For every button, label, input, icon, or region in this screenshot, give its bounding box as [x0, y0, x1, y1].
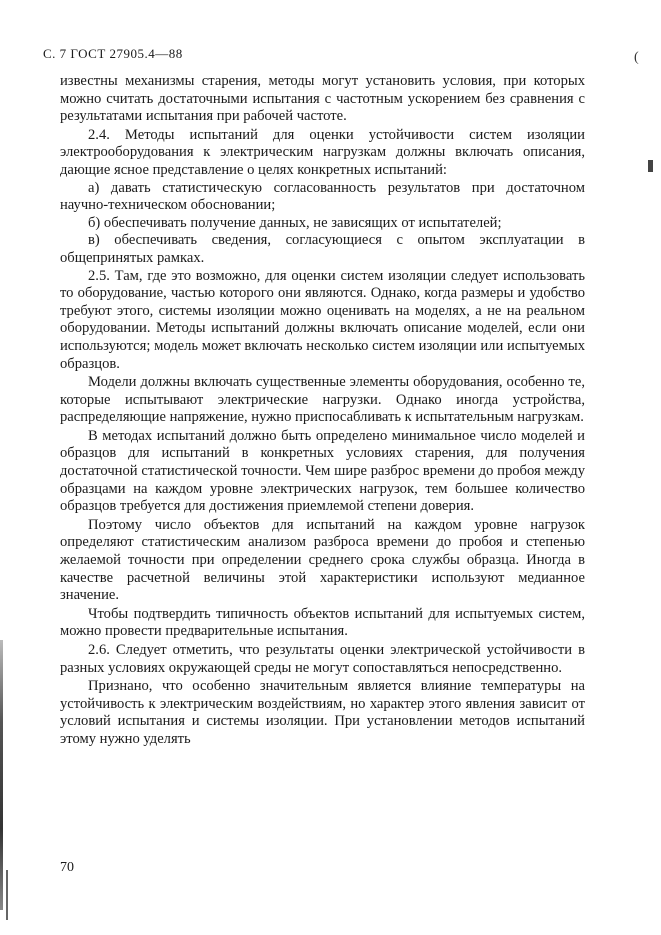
- scan-left-edge-shadow: [0, 640, 3, 910]
- list-item-c: в) обеспечивать сведения, согласующиеся с опытом эксплуатации в общепринятых рамках.: [60, 232, 585, 266]
- body-text: [60, 73, 585, 749]
- paragraph-number-of-objects: Поэтому число объектов для испытаний на каждом уровне нагрузок определяют статистическим анализом разброса времени до пробоя и степенью желаемой точности при определении среднего срока службы образца. Иногда в качестве расчетной величины этой характеристики используют медианное значение.: [60, 516, 585, 604]
- scan-corner-mark: (: [634, 50, 639, 65]
- paragraph-2-4: 2.4. Методы испытаний для оценки устойчивости систем изоляции электрооборудования к электрическим нагрузкам должны включать описания, дающие ясное представление о целях конкретных испытаний:: [60, 126, 585, 178]
- list-item-a: а) давать статистическую согласованность результатов при достаточном научно-техническом обосновании;: [60, 179, 585, 214]
- scan-left-edge-shadow-lower: [6, 870, 8, 920]
- paragraph-test-methods: В методах испытаний должно быть определено минимальное число моделей и образцов для испытаний в конкретных условиях старения, для получения достаточной статистической точности. Чем шире разброс времени до пробоя между образцами на каждом уровне электрических нагрузок, тем большее количество образцов требуется для достижения приемлемой степени доверия.: [60, 427, 585, 515]
- paragraph-continuation: известны механизмы старения, методы могут установить условия, при которых можно считать достаточными испытания с частотным ускорением без сравнения с результатами испытания при рабочей частоте.: [60, 73, 585, 125]
- running-header: С. 7 ГОСТ 27905.4—88: [43, 46, 183, 61]
- paragraph-typicality: Чтобы подтвердить типичность объектов испытаний для испытуемых систем, можно провести предварительные испытания.: [60, 605, 585, 640]
- page-number: 70: [60, 860, 74, 875]
- paragraph-temperature: Признано, что особенно значительным является влияние температуры на устойчивость к электрическим воздействиям, но характер этого явления зависит от условий испытания и системы изоляции. При установлении методов испытаний этому нужно уделять: [60, 678, 585, 747]
- paragraph-models: Модели должны включать существенные элементы оборудования, особенно те, которые испытывают электрические нагрузки. Однако иногда устройства, распределяющие напряжение, нужно приспосабливать к испытательным нагрузкам.: [60, 374, 585, 426]
- paragraph-2-6: 2.6. Следует отметить, что результаты оценки электрической устойчивости в разных условиях окружающей среды не могут сопоставляться непосредственно.: [60, 642, 585, 676]
- scan-margin-mark: [648, 160, 653, 172]
- paragraph-2-5: 2.5. Там, где это возможно, для оценки систем изоляции следует использовать то оборудование, частью которого они являются. Однако, когда размеры и удобство требуют этого, системы изоляции можно оценивать на моделях, а не на реальном оборудовании. Методы испытаний должны включать описание моделей, если они используются; модель может включать несколько систем изоляции или испытуемых образцов.: [60, 267, 585, 372]
- list-item-b: б) обеспечивать получение данных, не зависящих от испытателей;: [88, 214, 502, 231]
